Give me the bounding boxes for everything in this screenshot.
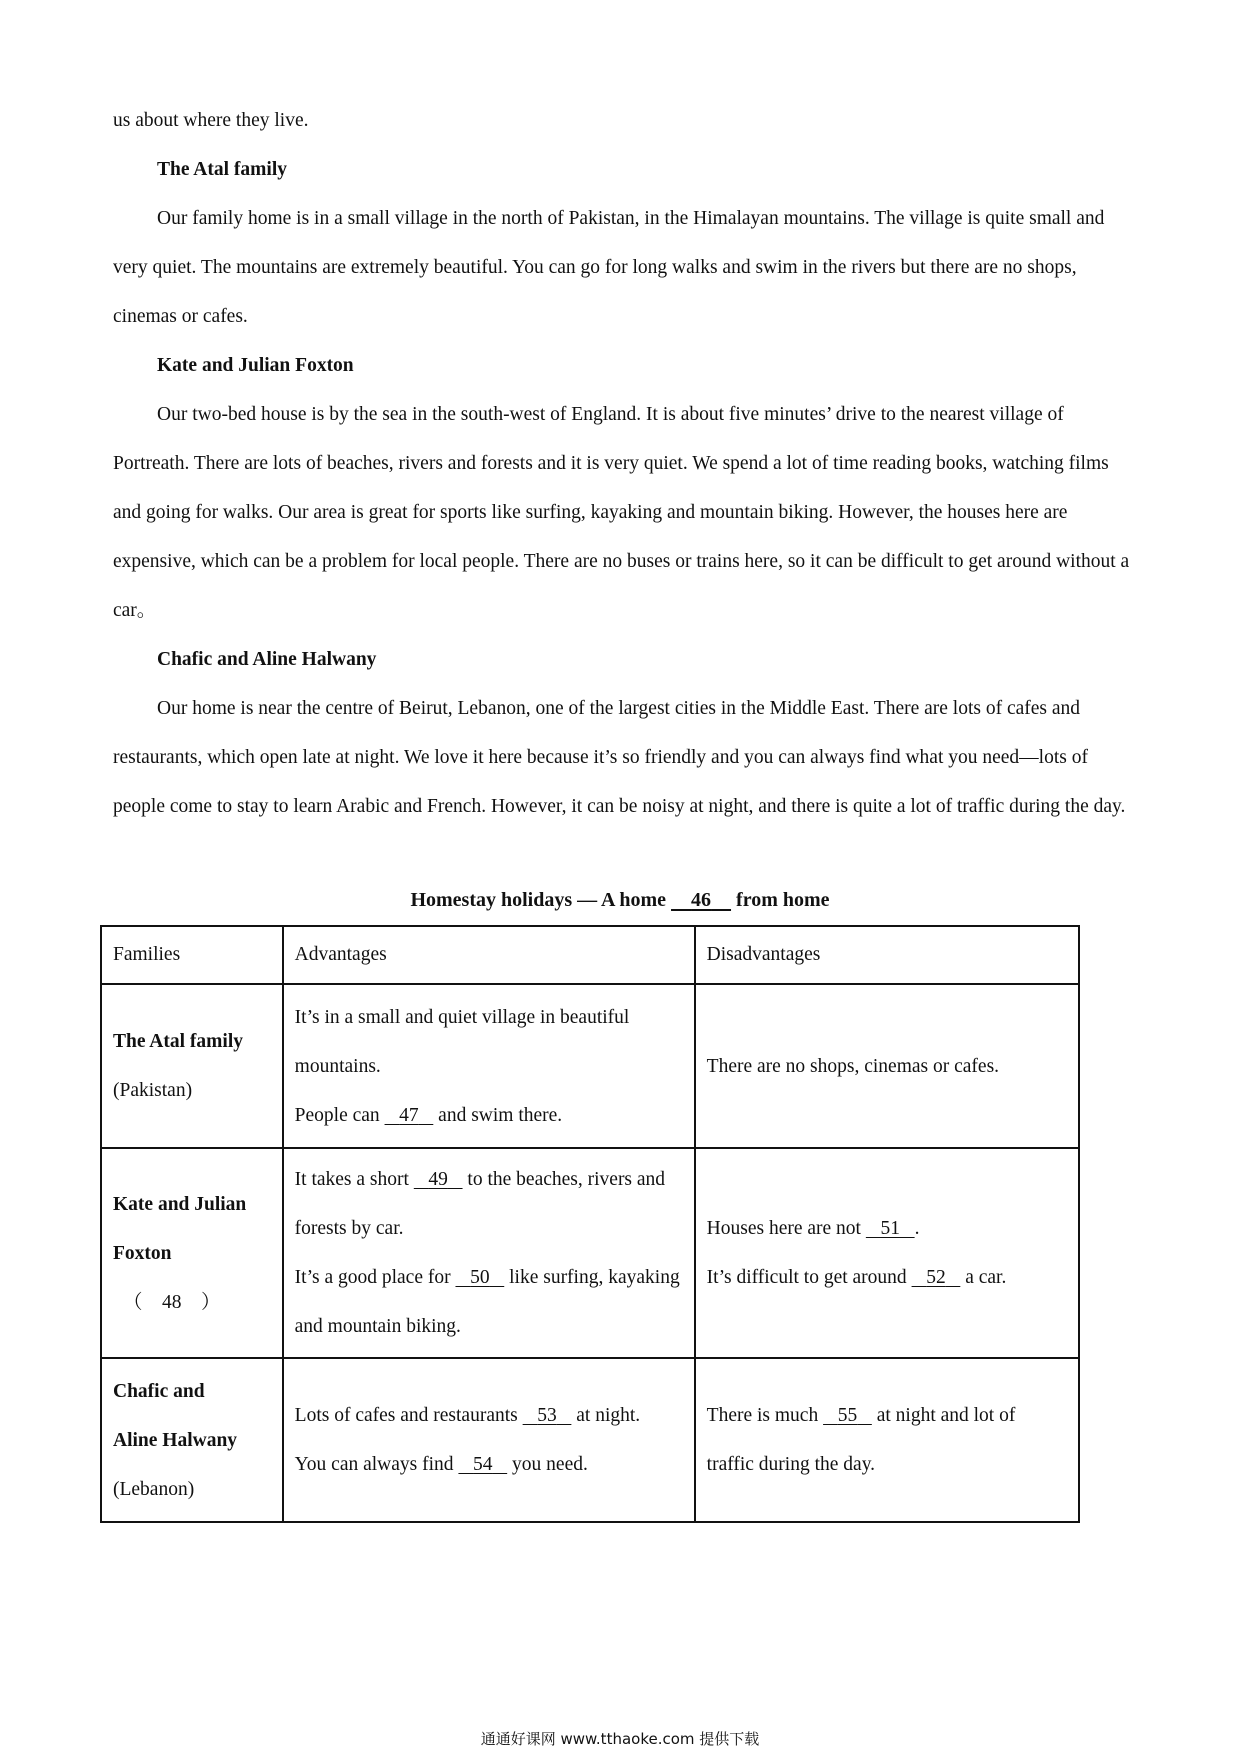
header-families: Families xyxy=(101,926,283,984)
disadvantage-line: Houses here are not 51 . xyxy=(706,1218,920,1239)
blank-55: 55 xyxy=(837,1405,858,1426)
family-country: (Lebanon) xyxy=(113,1478,195,1500)
section-body-foxton: Our two-bed house is by the sea in the south-west of England. It is about five minutes’ drive to the nearest village of Portreath. There are lots of beaches, rivers and forests and it is very quiet. We spend a lot of time reading books, watching films and going for walks. Our area is great for sports like surfing, kayaking and mountain biking. However, the houses here are expensive, which can be a problem for local people. There are no buses or trains here, so it can be difficult to get around without a car。 xyxy=(113,404,1130,621)
caption-before: Homestay holidays — A home xyxy=(410,889,672,911)
family-cell xyxy=(101,984,283,1148)
advantage-line: It takes a short 49 to the beaches, rivers and forests by car. xyxy=(294,1169,666,1239)
homestay-table xyxy=(100,925,1080,1523)
family-cell xyxy=(101,1148,283,1358)
advantage-line: It’s a good place for 50 like surfing, kayaking and mountain biking. xyxy=(294,1267,680,1337)
header-disadvantages: Disadvantages xyxy=(695,926,1079,984)
family-cell xyxy=(101,1358,283,1522)
section-heading-foxton: Kate and Julian Foxton xyxy=(157,355,354,376)
blank-51: 51 xyxy=(880,1218,900,1239)
table-caption xyxy=(0,880,1240,920)
passage xyxy=(113,96,1137,831)
blank-49: 49 xyxy=(428,1169,448,1190)
disadvantages-cell: There are no shops, cinemas or cafes. xyxy=(695,984,1079,1148)
table-header-row xyxy=(101,926,1079,984)
section-heading-atal: The Atal family xyxy=(157,159,287,180)
section-body-atal: Our family home is in a small village in the north of Pakistan, in the Himalayan mountains. The village is quite small and very quiet. The mountains are extremely beautiful. You can go for long walks and swim in the rivers but there are no shops, cinemas or cafes. xyxy=(113,208,1105,327)
disadvantages-cell: There is much 55 at night and lot of traffic during the day. xyxy=(695,1358,1079,1522)
family-name: Kate and Julian Foxton xyxy=(113,1193,247,1264)
table-row-foxton xyxy=(101,1148,1079,1358)
intro-tail: us about where they live. xyxy=(113,110,309,131)
blank-46: 46 xyxy=(691,889,712,911)
table-row-halwany xyxy=(101,1358,1079,1522)
footer-watermark: 通通好课网 www.tthaoke.com 提供下载 xyxy=(480,1730,760,1748)
advantage-line: It’s in a small and quiet village in beautiful mountains. xyxy=(294,1006,630,1077)
advantage-line: You can always find 54 you need. xyxy=(294,1454,588,1475)
blank-54: 54 xyxy=(473,1454,493,1475)
advantages-cell xyxy=(283,984,695,1148)
family-name-line: Aline Halwany xyxy=(113,1429,238,1451)
advantages-cell xyxy=(283,1358,695,1522)
advantages-cell xyxy=(283,1148,695,1358)
section-body-halwany: Our home is near the centre of Beirut, Lebanon, one of the largest cities in the Middle East. There are lots of cafes and restaurants, which open late at night. We love it here because it’s so friendly and you can always find what you need—lots of people come to stay to learn Arabic and French. However, it can be noisy at night, and there is quite a lot of traffic during the day. xyxy=(113,698,1126,817)
family-country: (Pakistan) xyxy=(113,1080,193,1101)
caption-after: from home xyxy=(731,889,830,911)
advantage-line: Lots of cafes and restaurants 53 at night. xyxy=(294,1405,641,1426)
blank-47: 47 xyxy=(399,1104,419,1126)
header-advantages: Advantages xyxy=(283,926,695,984)
blank-53: 53 xyxy=(537,1405,557,1426)
section-heading-halwany: Chafic and Aline Halwany xyxy=(157,649,377,670)
advantage-line: People can 47 and swim there. xyxy=(294,1104,563,1126)
family-name-line: Chafic and xyxy=(113,1380,205,1402)
family-name: The Atal family xyxy=(113,1031,243,1052)
blank-50: 50 xyxy=(470,1267,490,1288)
disadvantages-cell xyxy=(695,1148,1079,1358)
blank-48: （ 48 ） xyxy=(123,1291,221,1313)
blank-52: 52 xyxy=(926,1267,946,1288)
disadvantage-line: It’s difficult to get around 52 a car. xyxy=(706,1267,1007,1288)
table-row-atal xyxy=(101,984,1079,1148)
